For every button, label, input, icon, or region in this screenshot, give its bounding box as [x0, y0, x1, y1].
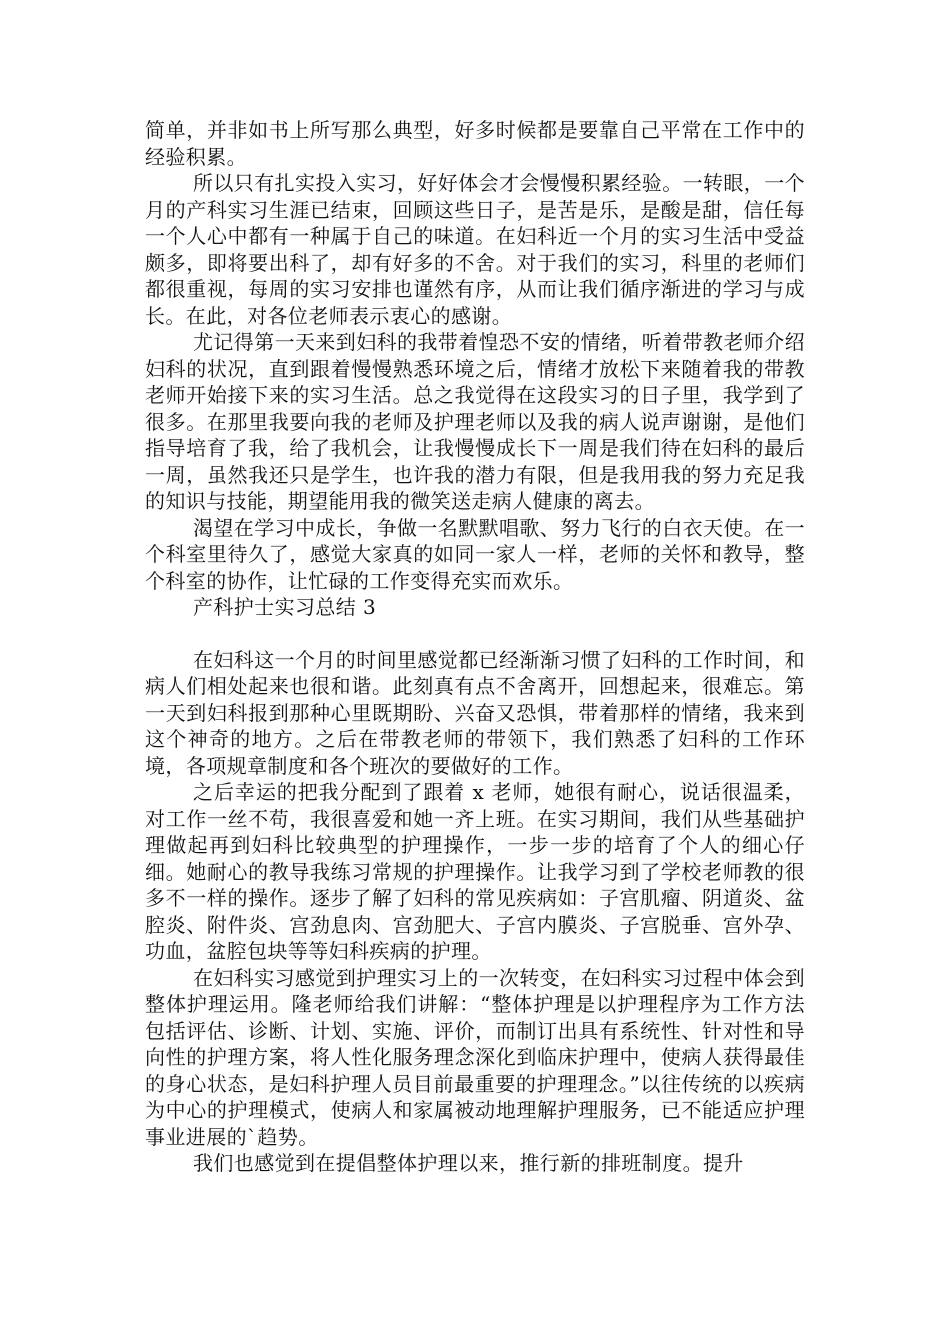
- paragraph-continuation: 简单，并非如书上所写那么典型，好多时候都是要靠自己平常在工作中的经验积累。: [145, 118, 805, 169]
- paragraph-scheduling: 我们也感觉到在提倡整体护理以来，推行新的排班制度。提升: [193, 1151, 744, 1175]
- paragraph-teacher-assignment: 之后幸运的把我分配到了跟着 x 老师，她很有耐心，说话很温柔，对工作一丝不苟，我很喜爱和她一齐上班。在实习期间，我们从些基础护理做起再到妇科比较典型的护理操作，一步一步的培育了个人的细心仔细。她耐心的教导我练习常规的护理操作。让我学习到了学校老师教的很多不一样的操作。逐步了解了妇科的常见疾病如：子宫肌瘤、阴道炎、盆腔炎、附件炎、宫劲息肉、宫劲肥大、子宫内膜炎、子宫脱垂、宫外孕、功血，盆腔包块等等妇科疾病的护理。: [145, 780, 805, 963]
- paragraph-internship-experience: 所以只有扎实投入实习，好好体会才会慢慢积累经验。一转眼，一个月的产科实习生涯已结束，回顾这些日子，是苦是乐，是酸是甜，信任每一个人心中都有一种属于自己的味道。在妇科近一个月的实习生活中受益颇多，即将要出科了，却有好多的不舍。对于我们的实习，科里的老师们都很重视，每周的实习安排也谨然有序，从而让我们循序渐进的学习与成长。在此，对各位老师表示衷心的感谢。: [145, 171, 805, 328]
- document-page: [145, 117, 805, 1177]
- section-heading: 产科护士实习总结 3: [193, 595, 377, 619]
- paragraph-growth: 渴望在学习中成长，争做一名默默唱歌、努力飞行的白衣天使。在一个科室里待久了，感觉大家真的如同一家人一样，老师的关怀和教导，整个科室的协作，让忙碌的工作变得充实而欢乐。: [145, 515, 805, 593]
- paragraph-gynecology-month: 在妇科这一个月的时间里感觉都已经渐渐习惯了妇科的工作时间，和病人们相处起来也很和谐。此刻真有点不舍离开，回想起来，很难忘。第一天到妇科报到那种心里既期盼、兴奋又恐惧，带着那样的情绪，我来到这个神奇的地方。之后在带教老师的带领下，我们熟悉了妇科的工作环境，各项规章制度和各个班次的要做好的工作。: [145, 647, 805, 778]
- paragraph-holistic-care: 在妇科实习感觉到护理实习上的一次转变，在妇科实习过程中体会到整体护理运用。隆老师给我们讲解：“整体护理是以护理程序为工作方法包括评估、诊断、计划、实施、评价，而制订出具有系统性、针对性和导向性的护理方案，将人性化服务理念深化到临床护理中，使病人获得最佳的身心状态，是妇科护理人员目前最重要的护理理念。”以往传统的以疾病为中心的护理模式，使病人和家属被动地理解护理服务，已不能适应护理事业进展的`趋势。: [145, 965, 805, 1149]
- paragraph-first-day: 尤记得第一天来到妇科的我带着惶恐不安的情绪，听着带教老师介绍妇科的状况，直到跟着慢慢熟悉环境之后，情绪才放松下来随着我的带教老师开始接下来的实习生活。总之我觉得在这段实习的日子里，我学到了很多。在那里我要向我的老师及护理老师以及我的病人说声谢谢，是他们指导培育了我，给了我机会，让我慢慢成长下一周是我们待在妇科的最后一周，虽然我还只是学生，也许我的潜力有限，但是我用我的努力充足我的知识与技能，期望能用我的微笑送走病人健康的离去。: [145, 330, 805, 513]
